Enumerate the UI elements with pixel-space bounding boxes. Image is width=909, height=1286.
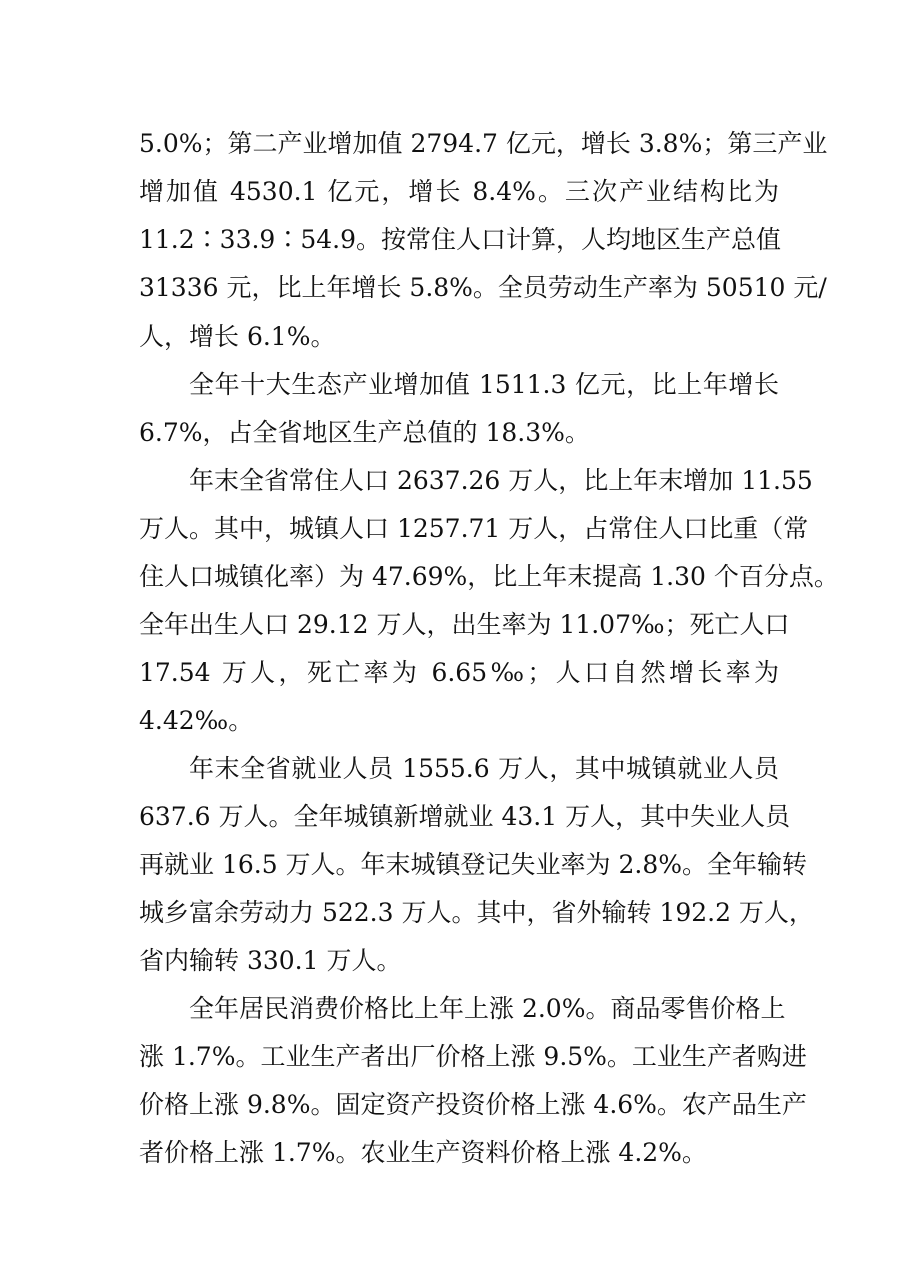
paragraph-3-line-6: 4.42‰。 xyxy=(139,706,254,735)
paragraph-4-line-2: 637.6 万人。全年城镇新增就业 43.1 万人，其中失业人员 xyxy=(139,802,791,831)
paragraph-5-line-4: 者价格上涨 1.7%。农业生产资料价格上涨 4.2%。 xyxy=(139,1138,707,1167)
paragraph-4-line-1: 年末全省就业人员 1555.6 万人，其中城镇就业人员 xyxy=(189,754,779,783)
paragraph-4-line-3: 再就业 16.5 万人。年末城镇登记失业率为 2.8%。全年输转 xyxy=(139,850,808,879)
paragraph-4-line-4: 城乡富余劳动力 522.3 万人。其中，省外输转 192.2 万人， xyxy=(139,898,814,927)
paragraph-1-line-3: 11.2∶33.9∶54.9。按常住人口计算，人均地区生产总值 xyxy=(139,225,781,254)
paragraph-2-line-2: 6.7%，占全省地区生产总值的 18.3%。 xyxy=(139,418,590,447)
paragraph-3-line-5: 17.54 万人，死亡率为 6.65‰；人口自然增长率为 xyxy=(139,658,779,687)
paragraph-4-line-5: 省内输转 330.1 万人。 xyxy=(139,946,402,975)
paragraph-5-line-1: 全年居民消费价格比上年上涨 2.0%。商品零售价格上 xyxy=(189,994,786,1023)
paragraph-1-line-4: 31336 元，比上年增长 5.8%。全员劳动生产率为 50510 元/ xyxy=(139,273,827,302)
paragraph-3-line-2: 万人。其中，城镇人口 1257.71 万人，占常住人口比重（常 xyxy=(139,514,809,543)
paragraph-3-line-1: 年末全省常住人口 2637.26 万人，比上年末增加 11.55 xyxy=(189,466,813,495)
paragraph-2-line-1: 全年十大生态产业增加值 1511.3 亿元，比上年增长 xyxy=(189,370,779,399)
paragraph-5-line-3: 价格上涨 9.8%。固定资产投资价格上涨 4.6%。农产品生产 xyxy=(139,1090,807,1119)
paragraph-3-line-3: 住人口城镇化率）为 47.69%，比上年末提高 1.30 个百分点。 xyxy=(139,562,839,591)
paragraph-1-line-2: 增加值 4530.1 亿元，增长 8.4%。三次产业结构比为 xyxy=(139,177,779,206)
paragraph-1-line-5: 人，增长 6.1%。 xyxy=(139,322,336,351)
paragraph-3-line-4: 全年出生人口 29.12 万人，出生率为 11.07‰；死亡人口 xyxy=(139,610,790,639)
paragraph-1-line-1: 5.0%；第二产业增加值 2794.7 亿元，增长 3.8%；第三产业 xyxy=(139,129,828,158)
paragraph-5-line-2: 涨 1.7%。工业生产者出厂价格上涨 9.5%。工业生产者购进 xyxy=(139,1042,807,1071)
